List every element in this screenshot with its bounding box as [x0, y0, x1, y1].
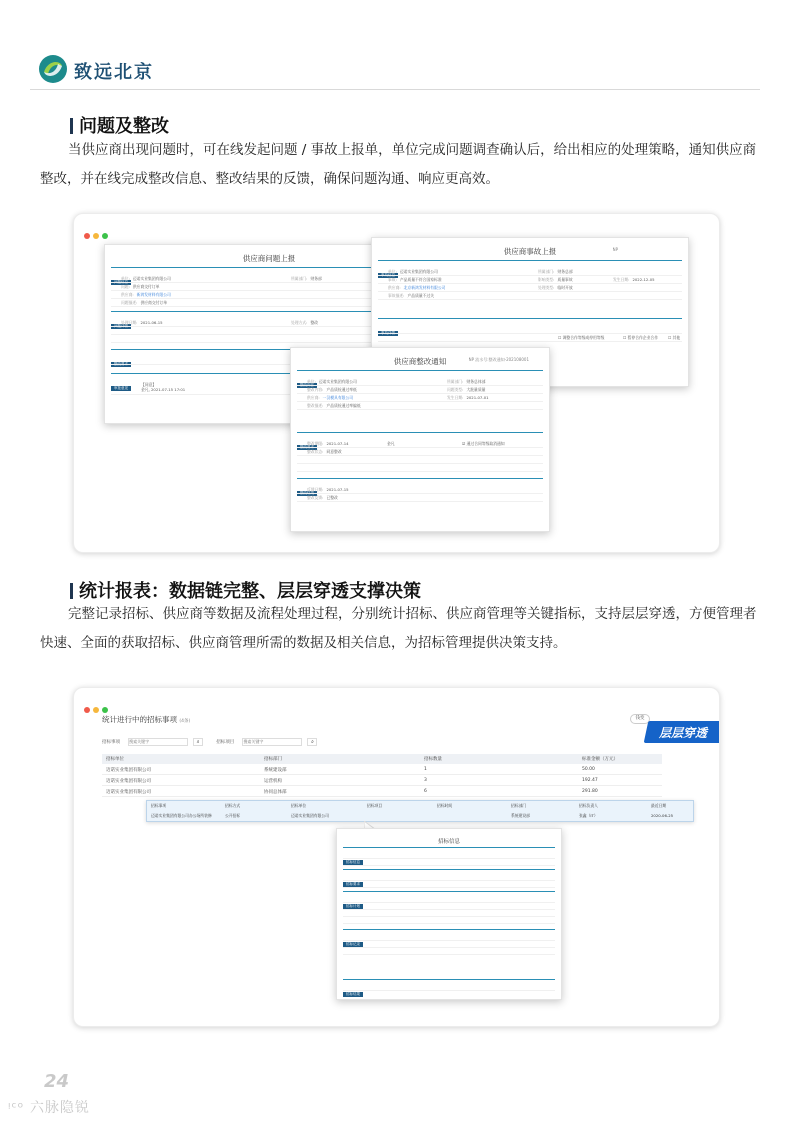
form-row [343, 985, 555, 991]
form-row: 问题描述: 供应商交付订单 [111, 299, 427, 307]
watermark: ᵎᶜᵒ 六脉隐锐 [8, 1100, 90, 1116]
page-header [30, 50, 760, 90]
maximize-dot-icon [102, 233, 108, 239]
brand-name: 致远北京 [74, 62, 154, 83]
form-row [343, 897, 555, 903]
zhiyuan-logo-icon [38, 54, 68, 84]
page-number: 24 [44, 1071, 70, 1092]
form-row: 整改内容: 产品质检通过率低 问题类型: 大批量质量 [297, 386, 543, 394]
form-row [343, 949, 555, 955]
form-row [297, 456, 543, 464]
form-row: 供应商: 新鸿发材料有限公司 [111, 291, 427, 299]
header-divider [30, 89, 760, 90]
close-dot-icon [84, 707, 90, 713]
form-section: 审批意见 [111, 373, 427, 379]
screenshot-card-reports [73, 687, 720, 1027]
option-checkbox[interactable]: ☐ 其他 [668, 335, 681, 340]
form-row [343, 853, 555, 859]
rectification-notice-form [290, 347, 550, 532]
form-section: 整改要求 [297, 432, 543, 438]
form-section: 整改要求 [111, 349, 427, 355]
approval-row: 【同意】 金凡, 2021-07-15 17:01 [111, 381, 427, 395]
form-row: 事故: 产品质量不符合国家标准 影响类型: 质量事故 发生日期: 2022-12-05 [378, 276, 682, 284]
form-row: 反馈日期: 2021-07-15 [297, 486, 543, 494]
form-section: 问题详情 [111, 311, 427, 317]
form-title: 供应商问题上报 [242, 254, 296, 263]
form-section: 招标计划 [343, 891, 555, 897]
form-row [343, 904, 555, 910]
form-row: 事故描述: 产品质量不过关 [378, 292, 682, 300]
minimize-dot-icon [93, 233, 99, 239]
form-row: 单位: 迈诺实业集团有限公司 所属部门: 财务总体部 [297, 378, 543, 386]
form-row: 整改反馈: 已整改 [297, 494, 543, 502]
form-row: 单位: 迈诺实业集团有限公司 所属部门: 财务总部 [378, 268, 682, 276]
form-row [343, 860, 555, 866]
maximize-dot-icon [102, 707, 108, 713]
table-row[interactable]: 迈诺实业集团有限公司 运营机构 3 192.47 [102, 776, 662, 786]
form-section: 招标结果 [343, 979, 555, 985]
form-row: 整改描述: 产品质检通过率偏低 [297, 402, 543, 410]
report-title: 统计进行中的招标事项 (4条) [102, 715, 191, 724]
form-number: NP [612, 247, 618, 252]
form-title: 招标信息 [437, 839, 460, 845]
title-bar-icon [70, 118, 73, 134]
form-row: 整改期限: 2021-07-14 金凡 ☑ 通过合同等级取消通知 [297, 440, 543, 448]
form-row [343, 911, 555, 917]
form-row: 整改状态: 同意整改 [297, 448, 543, 456]
header-action-button[interactable]: 钱变 [630, 714, 650, 724]
form-row: 问题: 供应商交付订单 [111, 283, 427, 291]
form-number: NP 流水号:整改通知-202108001 [468, 357, 529, 362]
drilldown-panel: 招标事项 招标方式 招标单位 招标项目 招标时间 招标部门 招标负责人 最近日期 迈诺实业集团有限公司办公场所装修 公开招标 迈诺实业集团有限公司 系统建设部 张鑫（IT） 2020-06-25 [146, 800, 694, 822]
form-section: 整改内容 [297, 370, 543, 376]
form-row: 供应商: 北京新鸿发材料有限公司 处理类型: 临时开放 [378, 284, 682, 292]
section-paragraph-issues: 当供应商出现问题时，可在线发起问题 / 事故上报单，单位完成问题调查确认后，给出相应的处理策略，通知供应商整改，并在线完成整改信息、整改结果的反馈，确保问题沟通、响应更高效。 [40, 142, 757, 187]
option-checkbox[interactable]: ☐ 暂停合作企业合作 [623, 335, 658, 340]
close-dot-icon [84, 233, 90, 239]
option-checkbox[interactable]: ☐ 调整合作等级或停用等级 [558, 335, 605, 340]
form-section: 事故详情 [378, 318, 682, 324]
window-controls [84, 224, 111, 243]
search-icon[interactable]: ⌕ [307, 738, 317, 746]
filter-bar: 招标事项 搜索关键字 ⌕ 招标项目 搜索关键字 ⌕ [102, 728, 317, 738]
form-row [343, 935, 555, 941]
form-section: 招标记录 [343, 929, 555, 935]
drilldown-badge-label: 层层穿透 [659, 726, 708, 740]
form-row [378, 334, 682, 342]
table-header: 招标单位 招标部门 招标数量 标准金额（万元） [102, 754, 662, 764]
screenshot-card-issues [73, 213, 720, 553]
project-search-input[interactable] [242, 738, 302, 746]
section-title-reports: 统计报表：数据链完整、层层穿透支撑决策 [70, 577, 421, 603]
form-row [343, 942, 555, 948]
watermark-logo-icon: ᵎᶜᵒ [8, 1100, 25, 1116]
section-paragraph-reports: 完整记录招标、供应商等数据及流程处理过程，分别统计招标、供应商管理等关键指标，支持层层穿透，方便管理者快速、全面的获取招标、供应商管理所需的数据及相关信息，为招标管理提供决策支持。 [40, 606, 757, 651]
form-title: 供应商事故上报 [503, 247, 557, 256]
form-row: 供应商: 一汉模具有限公司 发生日期: 2021-07-01 [297, 394, 543, 402]
minimize-dot-icon [93, 707, 99, 713]
form-section: 整改结果 [297, 478, 543, 484]
event-search-input[interactable] [128, 738, 188, 746]
form-row: 处理日期: 2021-06-15 处理方式: 整改 [111, 319, 427, 327]
form-section: 事故信息 [378, 260, 682, 266]
form-section: 招标信息 [343, 847, 555, 853]
form-row: 单位: 迈诺实业集团有限公司 所属部门: 财务部 [111, 275, 427, 283]
title-bar-icon [70, 583, 73, 599]
section-title-issues: 问题及整改 [70, 112, 169, 138]
bid-detail-form [336, 828, 562, 1000]
form-section: 招标要求 [343, 869, 555, 875]
form-row [378, 326, 682, 334]
table-row[interactable]: 迈诺实业集团有限公司 协同总体部 6 291.80 [102, 787, 662, 797]
form-section: 问题信息 [111, 267, 427, 273]
search-icon[interactable]: ⌕ [193, 738, 203, 746]
form-row [343, 918, 555, 924]
drill-row-link[interactable]: 迈诺实业集团有限公司办公场所装修 [151, 813, 212, 818]
form-title: 供应商整改通知 [393, 357, 447, 366]
form-row [343, 875, 555, 881]
form-row [343, 882, 555, 888]
form-row [297, 464, 543, 472]
table-row[interactable]: 迈诺实业集团有限公司 系统建设部 1 50.00 [102, 765, 662, 775]
